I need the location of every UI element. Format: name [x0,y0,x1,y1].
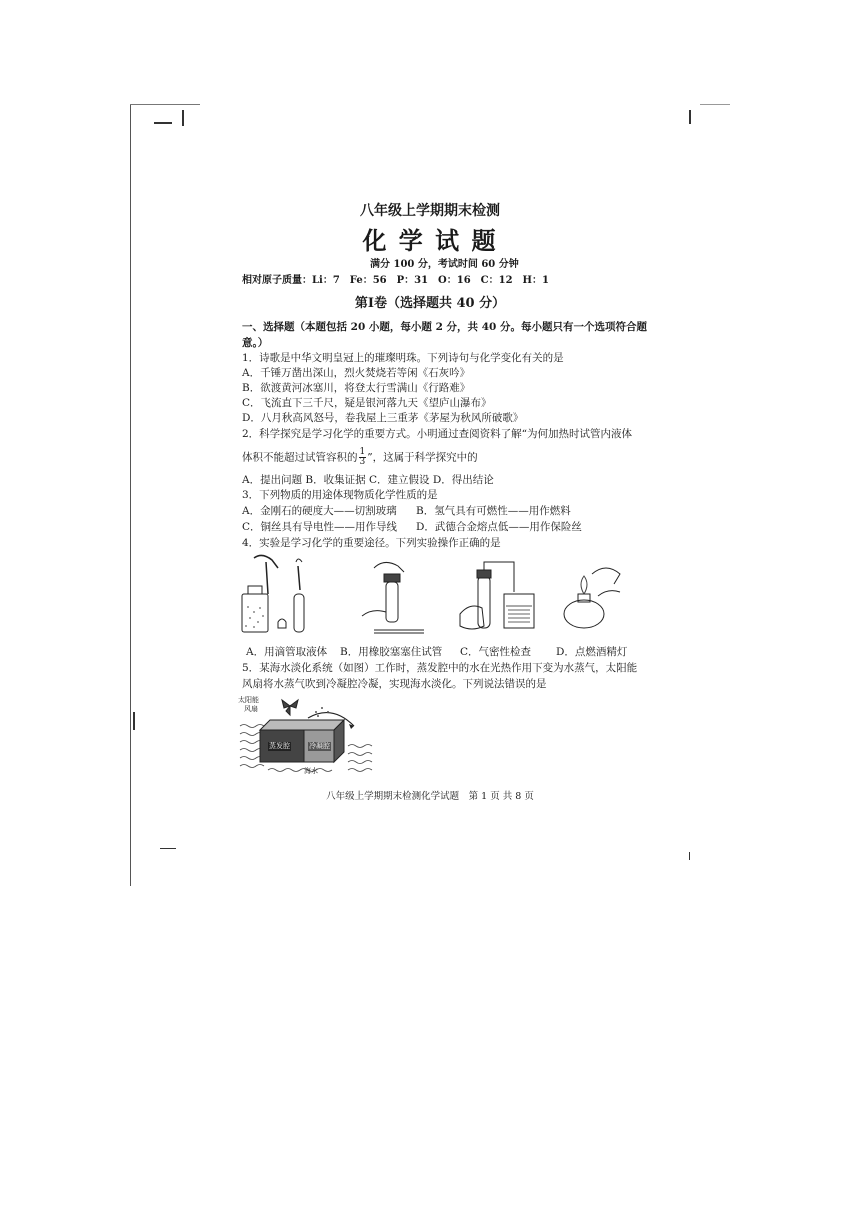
q4-stem: 4．实验是学习化学的重要途径。下列实验操作正确的是 [242,537,501,549]
q4-apparatus-figure [234,552,634,642]
top-left-page-edge [130,104,200,105]
q3-option-c: C．铜丝具有导电性——用作导线 [242,521,398,533]
q2-options: A．提出问题 B．收集证据 C．建立假设 D．得出结论 [242,474,494,486]
condensation-chamber-label: 冷凝腔 [309,742,330,750]
q4-option-a: A．用滴管取液体 [246,646,328,658]
q3-option-d: D．武德合金熔点低——用作保险丝 [416,521,582,533]
bottom-left-mark [160,848,176,849]
desalination-diagram [238,696,378,778]
seawater-label: 海水 [304,767,318,775]
solar-fan-icon [282,700,298,715]
q2-stem-post: ”，这属于科学探究中的 [367,451,478,464]
left-corner-mark [182,110,184,126]
page-footer: 八年级上学期期末检测化学试题 第 1 页 共 8 页 [326,791,534,802]
fan-label-2: 风扇 [244,705,258,713]
q5-stem-cont: 风扇将水蒸气吹到冷凝腔冷凝，实现海水淡化。下列说法错误的是 [242,678,547,690]
subject-title: 化 学 试 题 [362,226,498,255]
airtightness-check-icon [460,562,534,629]
q5-stem: 5．某海水淡化系统（如图）工作时，蒸发腔中的水在光热作用下变为水蒸气，太阳能 [242,662,638,674]
fan-label: 太阳能 [238,696,259,704]
q2-stem: 2．科学探究是学习化学的重要方式。小明通过查阅资料了解“为何加热时试管内液体 [242,428,633,440]
q1-option-b: B．欲渡黄河冰塞川，将登太行雪满山《行路难》 [242,382,471,394]
q3-option-a: A．金刚石的硬度大——切割玻璃 [242,505,397,517]
q1-option-d: D．八月秋高风怒号，卷我屋上三重茅《茅屋为秋风所破歌》 [242,412,524,424]
section-title: 第Ⅰ卷（选择题共 40 分） [354,296,506,311]
q1-option-a: A．千锤万凿出深山，烈火焚烧若等闲《石灰吟》 [242,367,471,379]
fraction-one-third: $\frac{1}{3}$ [359,447,366,467]
q3-stem: 3．下列物质的用途体现物质化学性质的是 [242,489,438,501]
section-instructions: 一、选择题（本题包括 20 小题，每小题 2 分，共 40 分。每小题只有一个选项符合题 [242,321,647,333]
atomic-masses: 相对原子质量：Li：7 Fe：56 P：31 O：16 C：12 H：1 [242,275,549,286]
q4-option-c: C．气密性检查 [460,646,532,658]
dropper-bottle-icon [242,555,304,632]
q1-stem: 1．诗歌是中华文明皇冠上的璀璨明珠。下列诗句与化学变化有关的是 [242,352,564,364]
q2-stem-cont [242,448,478,467]
stopper-test-tube-icon [362,562,424,633]
q2-stem-pre: 体积不能超过试管容积的 [242,451,358,464]
section-instructions-cont: 意。） [242,337,269,349]
q4-option-b: B．用橡胶塞塞住试管 [340,646,443,658]
q3-option-b: B．氢气具有可燃性——用作燃料 [416,505,571,517]
q4-option-d: D．点燃酒精灯 [556,646,628,658]
evaporation-chamber-label: 蒸发腔 [269,742,290,750]
left-binding-mark [133,712,135,730]
left-page-edge [130,104,131,886]
box-3d [260,720,344,762]
right-corner-mark [689,110,691,124]
bottom-right-mark [689,852,690,860]
top-right-page-edge [700,104,730,105]
exam-meta: 满分 100 分，考试时间 60 分钟 [370,259,519,270]
left-scan-mark [154,122,172,124]
alcohol-lamp-icon [564,568,620,628]
grade-title: 八年级上学期期末检测 [360,203,500,219]
q1-option-c: C．飞流直下三千尺，疑是银河落九天《望庐山瀑布》 [242,397,492,409]
